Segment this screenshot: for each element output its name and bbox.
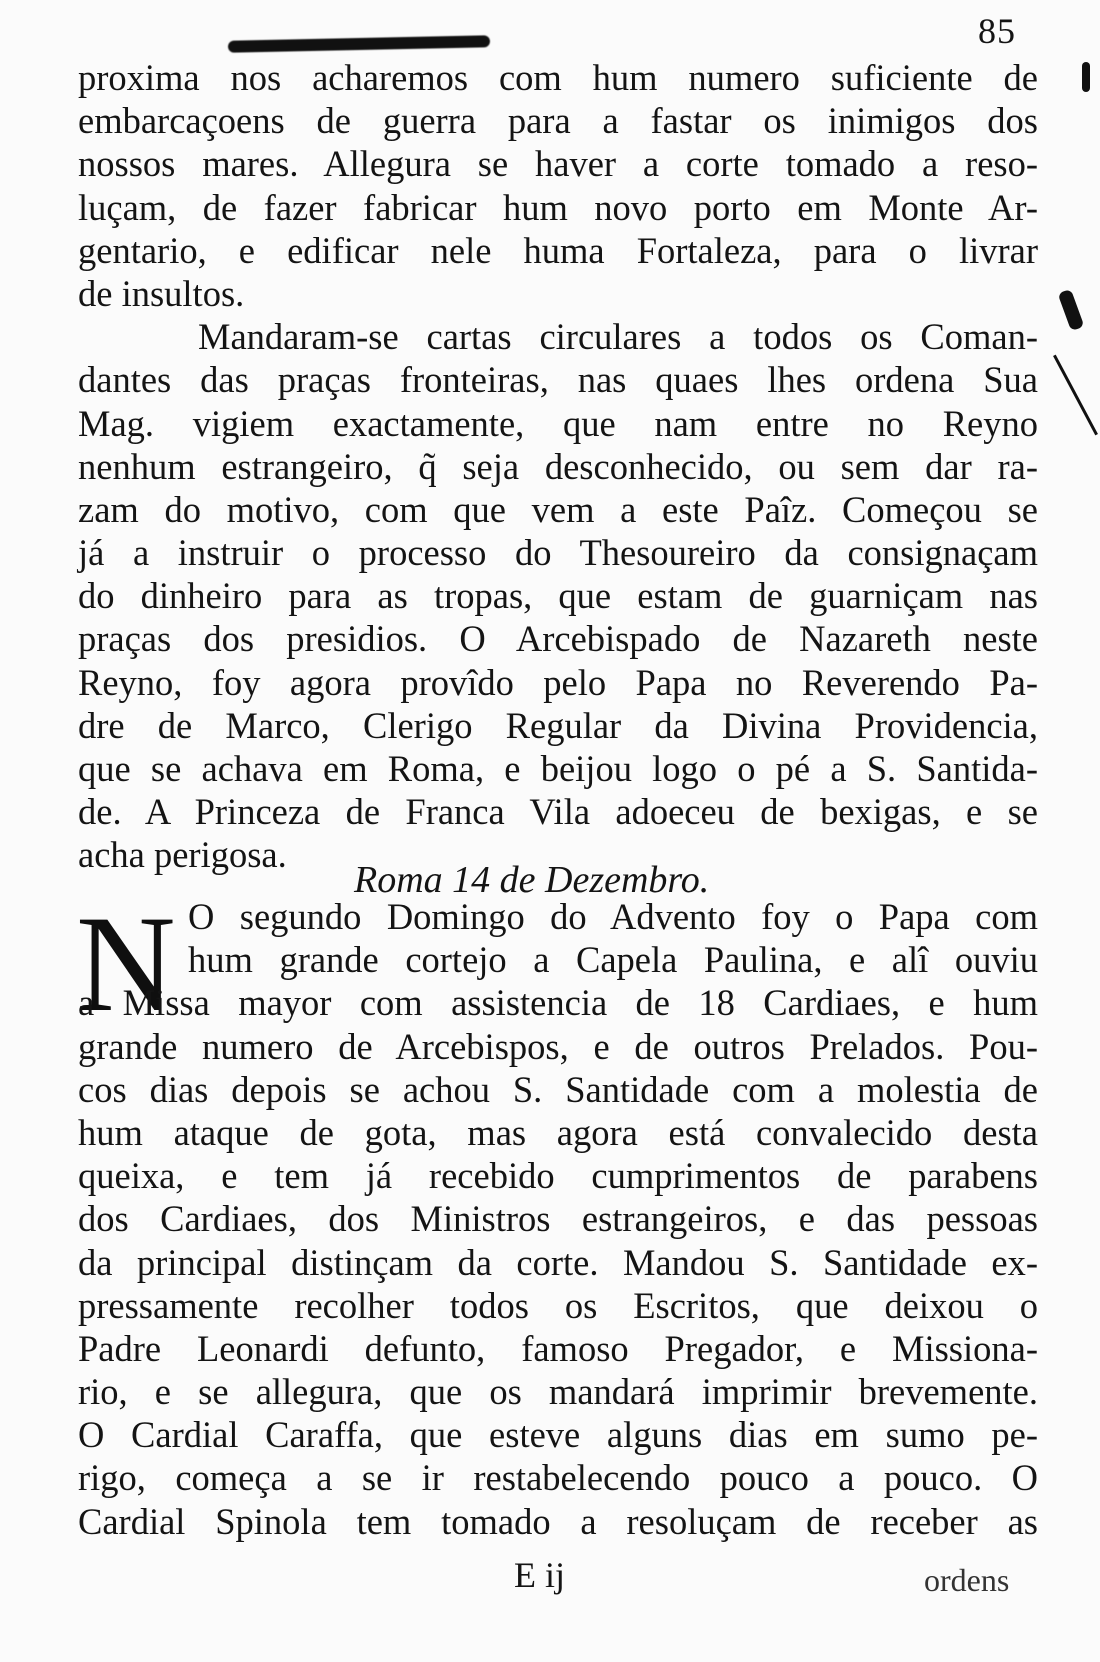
- text-line: praças dos presidios. O Arcebispado de Nazareth neste: [78, 618, 1038, 660]
- text-line: do dinheiro para as tropas, que estam de guarniçam nas: [78, 575, 1038, 617]
- text-line: de. A Princeza de Franca Vila adoeceu de bexigas, e se: [78, 791, 1038, 833]
- article-1-text: [78, 56, 1038, 877]
- text-line: gentario, e edificar nele huma Fortaleza, para o livrar: [78, 229, 1038, 271]
- margin-ink-mark: [1082, 62, 1090, 92]
- text-line: nenhum estrangeiro, q̃ seja desconhecido, ou sem dar ra-: [78, 445, 1038, 487]
- text-line: zam do motivo, com que vem a este Paîz. Começou se: [78, 488, 1038, 530]
- text-line: cos dias depois se achou S. Santidade com a molestia de: [78, 1068, 1038, 1110]
- text-line: proxima nos acharemos com hum numero suficiente de: [78, 57, 1038, 98]
- text-line: a Missa mayor com assistencia de 18 Cardiaes, e hum: [78, 982, 1038, 1024]
- text-line: nossos mares. Allegura se haver a corte tomado a reso-: [78, 143, 1038, 185]
- text-line: O Cardial Caraffa, que esteve alguns dias em sumo pe-: [78, 1414, 1038, 1456]
- text-line: queixa, e tem já recebido cumprimentos de parabens: [78, 1155, 1038, 1197]
- margin-ink-mark: [1058, 289, 1085, 331]
- text-line: Mag. vigiem exactamente, que nam entre no Reyno: [78, 402, 1038, 444]
- text-line: hum ataque de gota, mas agora está convalecido desta: [78, 1111, 1038, 1153]
- text-line: hum grande cortejo a Capela Paulina, e alî ouviu: [188, 939, 1038, 981]
- text-line: rio, e se allegura, que os mandará imprimir brevemente.: [78, 1371, 1038, 1413]
- text-line: rigo, começa a se ir restabelecendo pouco a pouco. O: [78, 1457, 1038, 1499]
- text-line: dos Cardiaes, dos Ministros estrangeiros, e das pessoas: [78, 1198, 1038, 1240]
- text-line: de insultos.: [78, 272, 245, 314]
- text-line: dre de Marco, Clerigo Regular da Divina Providencia,: [78, 704, 1038, 746]
- article-2-text: [76, 887, 1038, 1543]
- margin-ink-mark: [1053, 355, 1098, 436]
- text-line: pressamente recolher todos os Escritos, que deixou o: [78, 1284, 1038, 1326]
- catchword: ordens: [924, 1562, 1010, 1598]
- text-line: Reyno, foy agora provîdo pelo Papa no Reverendo Pa-: [78, 661, 1038, 703]
- text-line: embarcaçoens de guerra para a fastar os inimigos dos: [78, 100, 1038, 142]
- signature-mark: E ij: [514, 1555, 565, 1595]
- text-line: Mandaram-se cartas circulares a todos os Coman-: [198, 316, 1038, 358]
- drop-cap: N: [76, 887, 176, 1040]
- article-dateline: Roma 14 de Dezembro.: [354, 859, 710, 901]
- text-line: que se achava em Roma, e beijou logo o pé a S. Santida-: [78, 748, 1038, 789]
- text-line: grande numero de Arcebispos, e de outros Prelados. Pou-: [78, 1025, 1038, 1067]
- text-line: O segundo Domingo do Advento foy o Papa com: [188, 896, 1038, 937]
- text-line: dantes das praças fronteiras, nas quaes lhes ordena Sua: [78, 359, 1038, 401]
- ink-scratch-mark: [228, 35, 490, 52]
- text-line: já a instruir o processo do Thesoureiro da consignaçam: [78, 532, 1038, 574]
- text-line: luçam, de fazer fabricar hum novo porto em Monte Ar-: [78, 186, 1038, 228]
- page-number: 85: [978, 11, 1016, 51]
- text-line: acha perigosa.: [78, 834, 287, 876]
- text-line: Padre Leonardi defunto, famoso Pregador, e Missiona-: [78, 1327, 1038, 1369]
- text-line: da principal distinçam da corte. Mandou S. Santidade ex-: [78, 1241, 1038, 1283]
- text-line: Cardial Spinola tem tomado a resoluçam de receber as: [78, 1500, 1038, 1542]
